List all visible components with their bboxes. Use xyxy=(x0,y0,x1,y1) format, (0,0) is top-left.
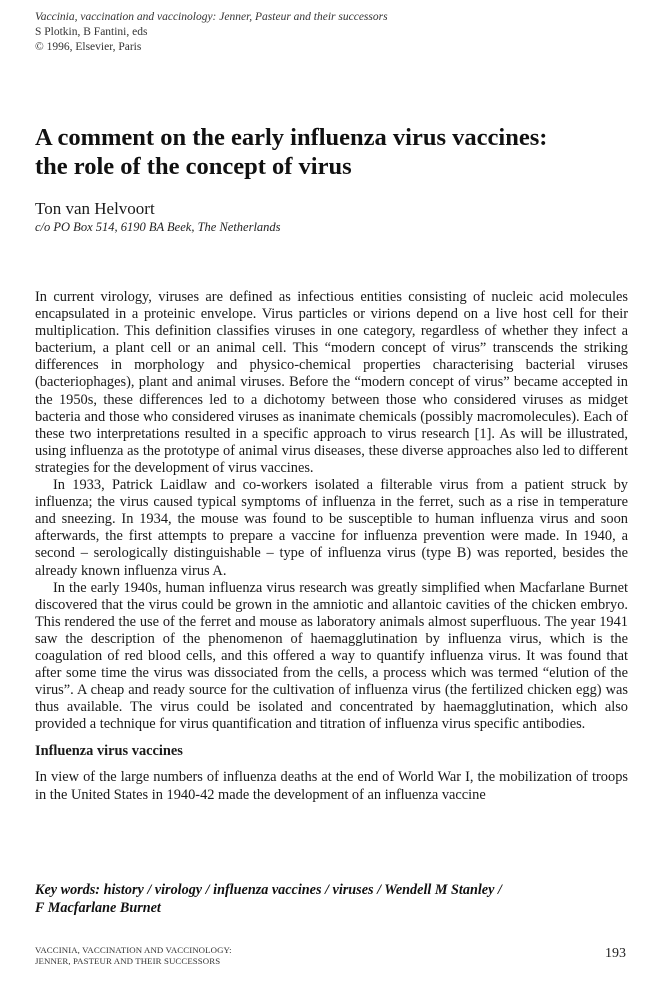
book-copyright: © 1996, Elsevier, Paris xyxy=(35,41,142,53)
article-body xyxy=(35,289,628,804)
running-footer xyxy=(35,945,232,967)
book-series-title: Vaccinia, vaccination and vaccinology: Jenner, Pasteur and their successors xyxy=(35,11,388,23)
keywords-line-1: Key words: history / virology / influenza vaccines / viruses / Wendell M Stanley / xyxy=(35,882,502,898)
footer-line-1: VACCINIA, VACCINATION AND VACCINOLOGY: xyxy=(35,945,232,955)
body-paragraph-2: In 1933, Patrick Laidlaw and co-workers isolated a filterable virus from a patient struck by influenza; the virus caused typical symptoms of influenza in the ferret, such as a rise in temperature and sneezing. In 1934, the mouse was found to be susceptible to human influenza virus and soon afterwards, the first attempts to prepare a vaccine for influenza prevention were made. In 1940, a second – serologically distinguishable – type of influenza virus (type B) was reported, besides the already known influenza virus A. xyxy=(35,477,628,579)
footer-line-2: JENNER, PASTEUR AND THEIR SUCCESSORS xyxy=(35,956,221,966)
article-title xyxy=(35,123,635,181)
page-number: 193 xyxy=(605,946,626,961)
keywords xyxy=(35,881,628,917)
body-paragraph-1: In current virology, viruses are defined as infectious entities consisting of nucleic acid molecules encapsulated in a proteinic envelope. Virus particles or virions depend on a live host cell for their multiplication. This definition classifies viruses in one category, regardless of whether they infect a bacterium, a plant cell or an animal cell. This “modern concept of virus” transcends the striking differences in morphology and physico-chemical properties characterising bacterial viruses (bacteriophages), plant and animal viruses. Before the “modern concept of virus” became accepted in the 1950s, these differences led to a dichotomy between those who considered viruses as midget bacteria and those who considered viruses as inanimate chemicals (possibly macromolecules). Each of these two interpretations resulted in a specific approach to virus research [1]. As will be illustrated, using influenza as the prototype of animal virus diseases, these diverse approaches also led to different strategies for the development of virus vaccines. xyxy=(35,289,628,476)
body-paragraph-3: In the early 1940s, human influenza virus research was greatly simplified when Macfarlane Burnet discovered that the virus could be grown in the amniotic and allantoic cavities of the chicken embryo. This rendered the use of the ferret and mouse as laboratory animals almost superfluous. The year 1941 saw the description of the phenomenon of haemagglutination by influenza virus, which is the coagulation of red blood cells, and this offered a way to quantify influenza virus. It was found that after some time the virus was dissociated from the cells, a process which was termed “elution of the virus”. A cheap and ready source for the cultivation of influenza virus (the fertilized chicken egg) was thus available. The virus could be isolated and concentrated by haemagglutination, which also provided a technique for virus quantification and titration of influenza virus specific antibodies. xyxy=(35,579,628,733)
keywords-line-2: F Macfarlane Burnet xyxy=(35,900,161,916)
author-affiliation: c/o PO Box 514, 6190 BA Beek, The Netherlands xyxy=(35,220,281,234)
section-heading: Influenza virus vaccines xyxy=(35,743,183,760)
book-editors: S Plotkin, B Fantini, eds xyxy=(35,26,148,38)
body-paragraph-4: In view of the large numbers of influenza deaths at the end of World War I, the mobilization of troops in the United States in 1940-42 made the development of an influenza vaccine xyxy=(35,769,628,803)
article-title-line-1: A comment on the early influenza virus vaccines: xyxy=(35,124,548,151)
book-header xyxy=(35,10,388,55)
article-title-line-2: the role of the concept of virus xyxy=(35,153,352,180)
article-author: Ton van Helvoort xyxy=(35,199,155,218)
